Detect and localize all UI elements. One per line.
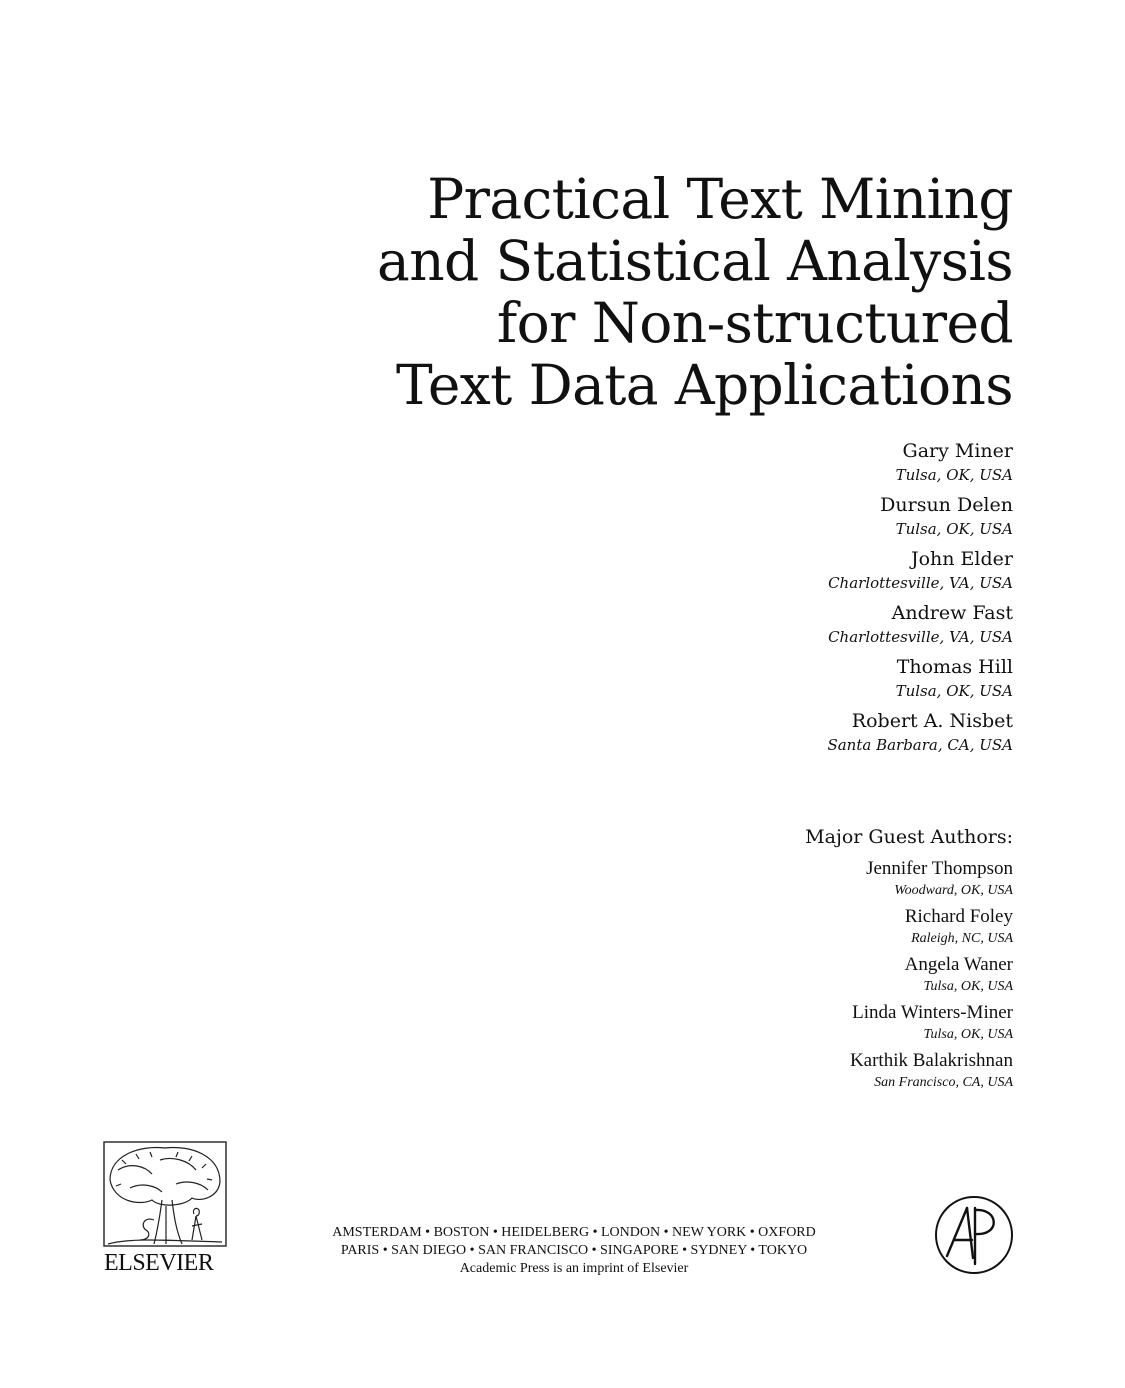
guest-author-name: Linda Winters-Miner — [852, 1002, 1013, 1023]
author-affiliation: Charlottesville, VA, USA — [828, 628, 1013, 646]
elsevier-logo-word: ELSEVIER — [104, 1250, 214, 1276]
title-line-4: Text Data Applications — [396, 353, 1013, 417]
guest-author-affiliation: Raleigh, NC, USA — [911, 931, 1013, 946]
guest-author-name: Karthik Balakrishnan — [849, 1050, 1013, 1071]
author-entry — [513, 438, 1013, 486]
author-affiliation: Santa Barbara, CA, USA — [827, 736, 1013, 754]
guest-authors-heading: Major Guest Authors: — [805, 826, 1013, 848]
author-name: Dursun Delen — [880, 494, 1013, 516]
guest-author-affiliation: Woodward, OK, USA — [894, 883, 1013, 898]
guest-author-name: Jennifer Thompson — [866, 858, 1013, 879]
title-line-3: for Non-structured — [496, 291, 1013, 355]
author-entry — [513, 708, 1013, 756]
guest-author-entry — [513, 905, 1013, 949]
author-affiliation: Tulsa, OK, USA — [895, 682, 1013, 700]
imprint-note: Academic Press is an imprint of Elsevier — [459, 1261, 689, 1276]
author-affiliation: Charlottesville, VA, USA — [828, 574, 1013, 592]
guest-author-list — [513, 857, 1013, 1097]
guest-author-name: Angela Waner — [904, 954, 1013, 975]
guest-author-affiliation: Tulsa, OK, USA — [923, 979, 1013, 994]
guest-author-affiliation: Tulsa, OK, USA — [923, 1027, 1013, 1042]
academic-press-logo-icon — [933, 1194, 1015, 1276]
author-entry — [513, 654, 1013, 702]
cities-line-2: PARIS • SAN DIEGO • SAN FRANCISCO • SINGAPORE • SYDNEY • TOKYO — [340, 1243, 808, 1258]
cities-line-1: AMSTERDAM • BOSTON • HEIDELBERG • LONDON • NEW YORK • OXFORD — [332, 1225, 816, 1240]
author-entry — [513, 600, 1013, 648]
author-name: Andrew Fast — [891, 602, 1013, 624]
title-line-1: Practical Text Mining — [427, 167, 1013, 231]
author-name: Thomas Hill — [896, 656, 1013, 678]
publisher-cities — [300, 1224, 848, 1278]
guest-author-entry — [513, 857, 1013, 901]
book-title — [293, 168, 1013, 416]
author-affiliation: Tulsa, OK, USA — [895, 520, 1013, 538]
guest-author-affiliation: San Francisco, CA, USA — [874, 1075, 1013, 1090]
title-line-2: and Statistical Analysis — [377, 229, 1013, 293]
author-affiliation: Tulsa, OK, USA — [895, 466, 1013, 484]
author-entry — [513, 546, 1013, 594]
author-name: Gary Miner — [902, 440, 1013, 462]
author-name: Robert A. Nisbet — [851, 710, 1013, 732]
guest-author-entry — [513, 953, 1013, 997]
guest-author-entry — [513, 1001, 1013, 1045]
guest-author-name: Richard Foley — [904, 906, 1013, 927]
guest-author-entry — [513, 1049, 1013, 1093]
author-list — [513, 438, 1013, 762]
author-entry — [513, 492, 1013, 540]
author-name: John Elder — [910, 548, 1013, 570]
